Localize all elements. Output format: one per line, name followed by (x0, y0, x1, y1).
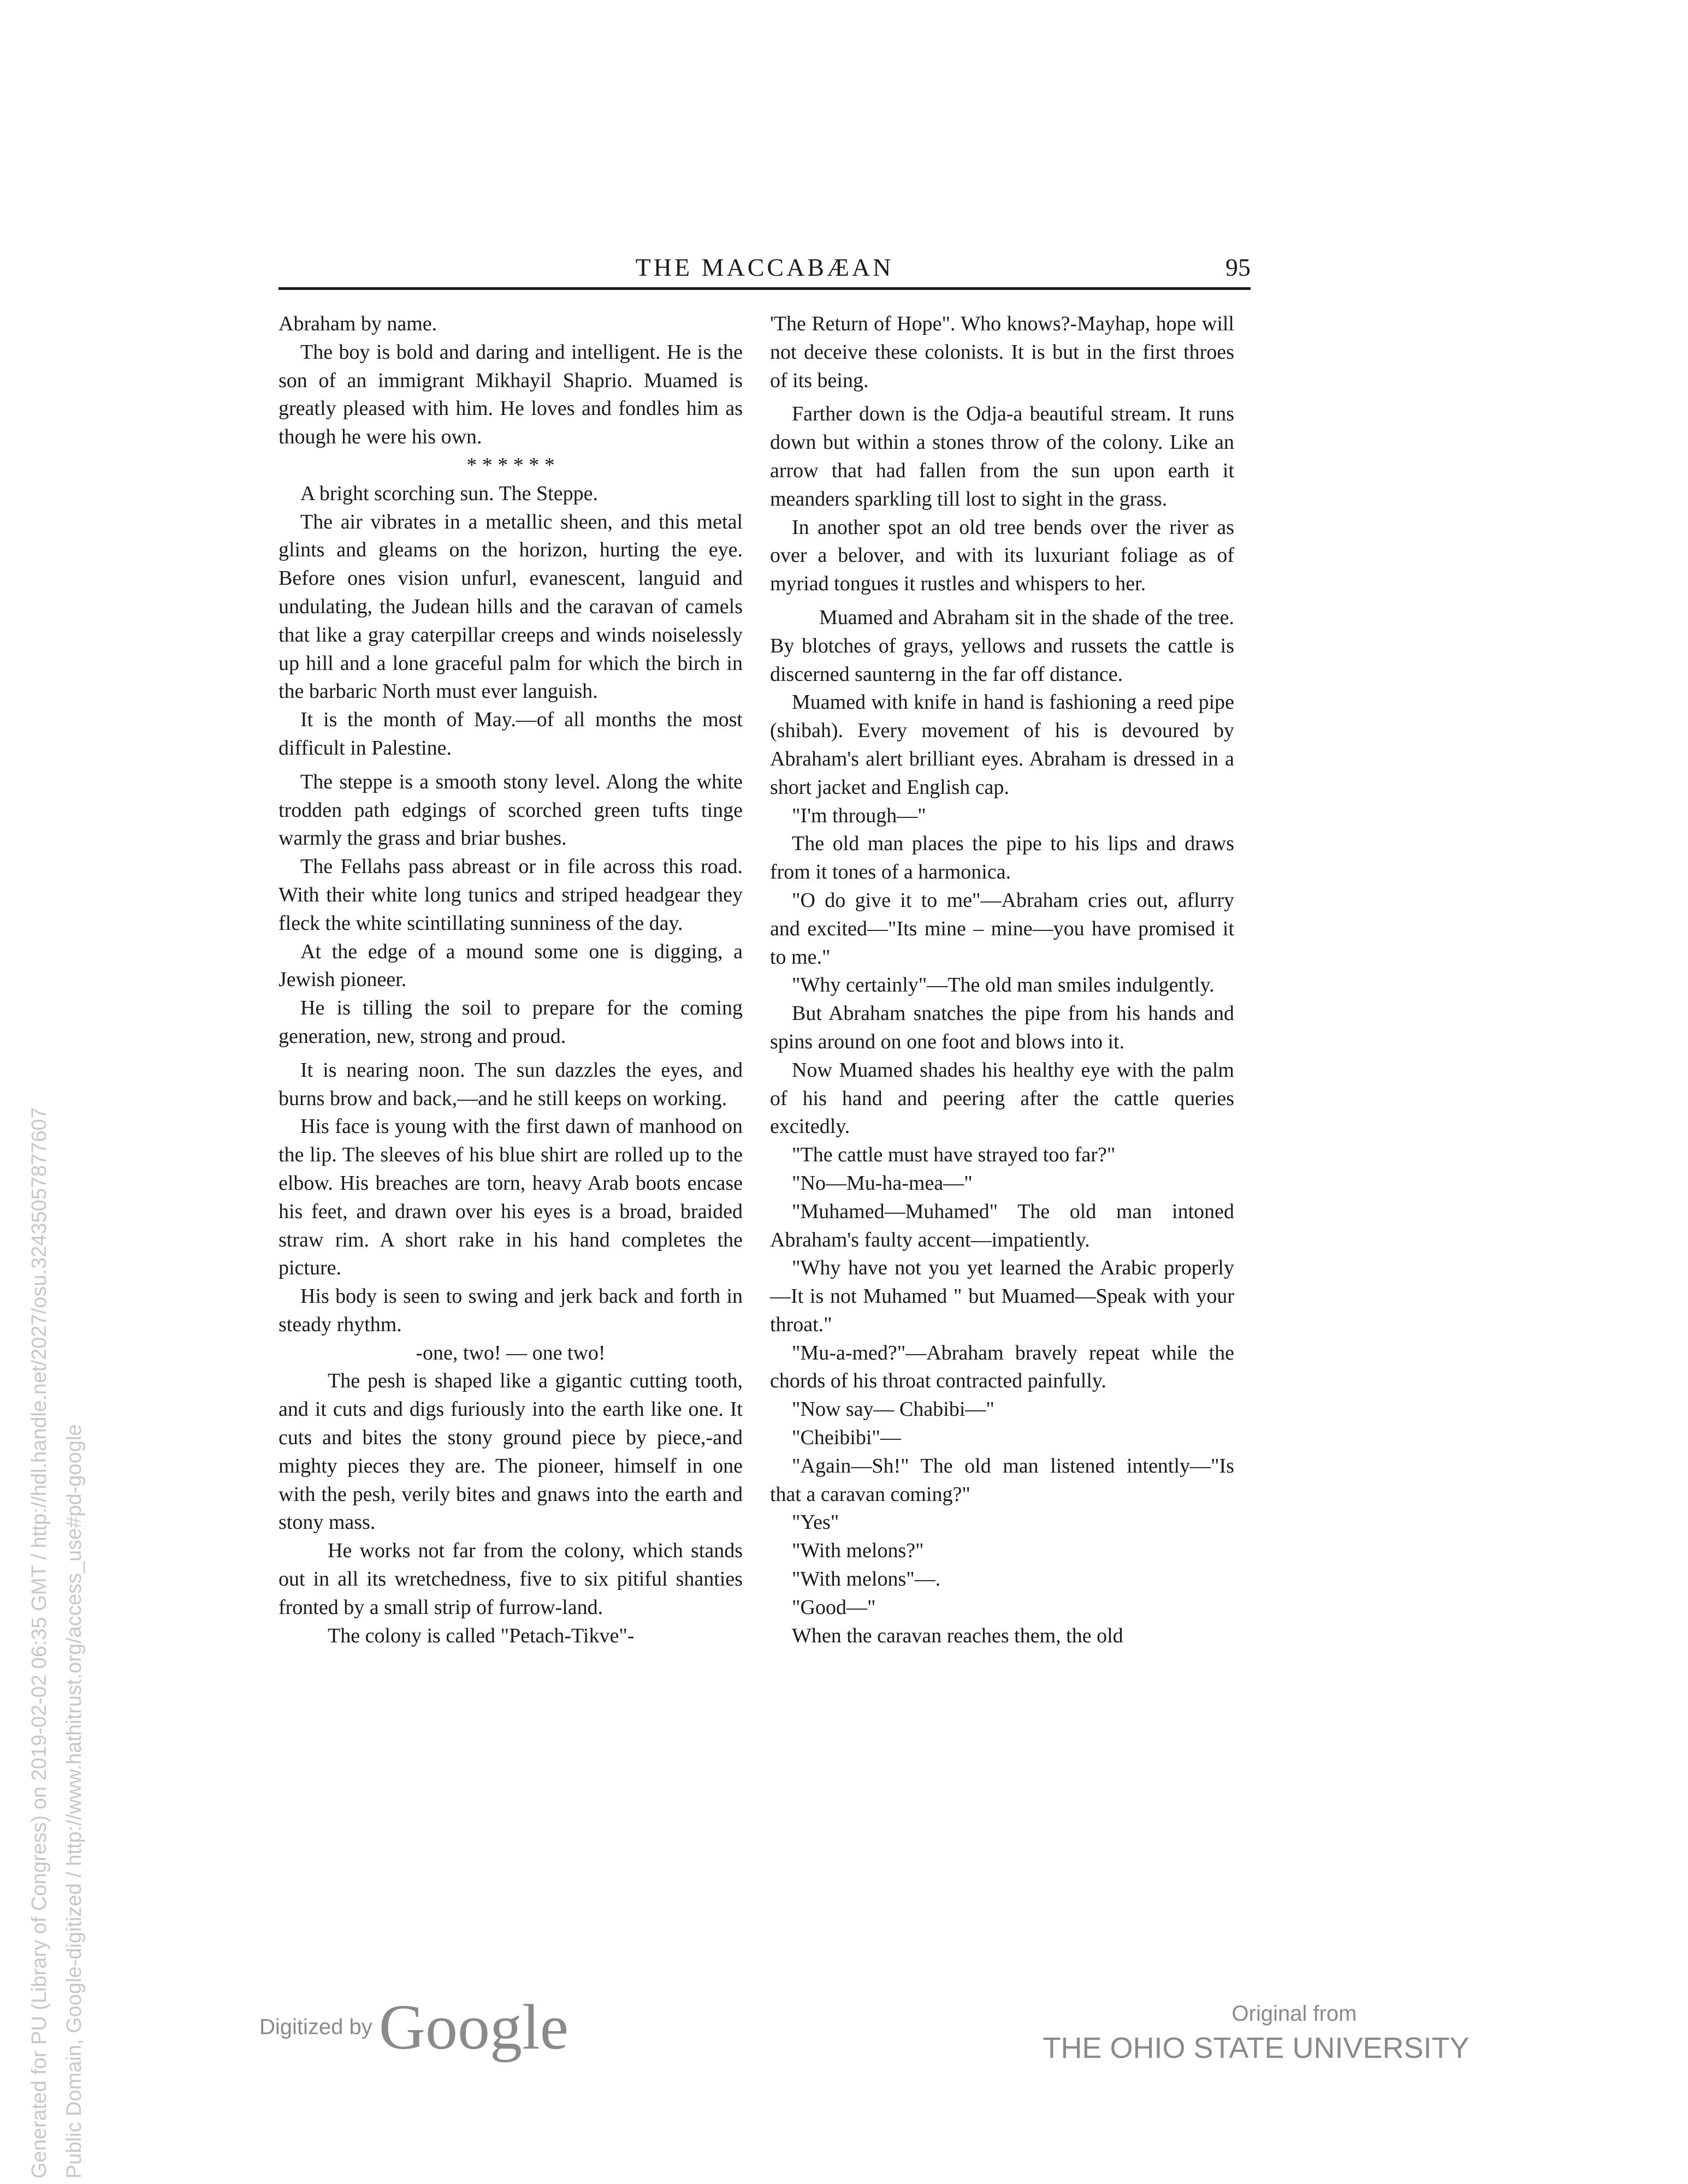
paragraph: "Mu-a-med?"—Abraham bravely repeat while the chords of his throat contracted painfully. (770, 1341, 1234, 1393)
paragraph: The old man places the pipe to his lips and draws from it tones of a harmonica. (770, 832, 1234, 884)
paragraph: At the edge of a mound some one is digging, a Jewish pioneer. (279, 940, 743, 992)
right-column (770, 310, 1234, 1650)
paragraph: His body is seen to swing and jerk back and forth in steady rhythm. (279, 1285, 743, 1336)
paragraph: "Cheibibi"— (792, 1426, 901, 1450)
left-column (279, 310, 743, 1650)
paragraph: The air vibrates in a metallic sheen, and this metal glints and gleams on the horizon, hurting the eye. Before ones vision unfurl, evanescent, languid and undulating, the Judean hills and the caravan of camels that like a gray caterpillar creeps and winds noiselessly up hill and a lone graceful palm for which the birch in the barbaric North must ever languish. (279, 510, 743, 703)
paragraph: He works not far from the colony, which stands out in all its wretchedness, five to six pitiful shanties fronted by a small strip of furrow-land. (279, 1539, 743, 1619)
google-logo: Google (378, 1991, 569, 2063)
paragraph: "With melons?" (792, 1539, 924, 1563)
paragraph: "Muhamed—Muhamed" The old man intoned Abraham's faulty accent—impatiently. (770, 1200, 1234, 1251)
paragraph: Abraham by name. (279, 312, 437, 335)
paragraph: His face is young with the first dawn of manhood on the lip. The sleeves of his blue shirt are rolled up to the elbow. His breaches are torn, heavy Arab boots encase his feet, and drawn over his eyes is a broad, braided straw rim. A short rake in his hand completes the picture. (279, 1115, 743, 1280)
paragraph: A bright scorching sun. The Steppe. (300, 482, 598, 505)
institution-name: THE OHIO STATE UNIVERSITY (1043, 2032, 1470, 2064)
running-title: THE MACCABÆAN (635, 253, 894, 281)
original-source (983, 1998, 1529, 2067)
paragraph: When the caravan reaches them, the old (792, 1624, 1123, 1647)
paragraph: The boy is bold and daring and intelligent. He is the son of an immigrant Mikhayil Shaprio. Muamed is greatly pleased with him. He loves and fondles him as though he were his own. (279, 340, 743, 449)
digitized-by-label: Digitized by (259, 2015, 372, 2039)
header-rule (279, 287, 1251, 290)
paragraph: "Again—Sh!" The old man listened intently—"Is that a caravan coming?" (770, 1454, 1234, 1506)
paragraph: * * * * * * (466, 453, 555, 477)
paragraph: The Fellahs pass abreast or in file across this road. With their white long tunics and striped headgear they fleck the white scintillating sunniness of the day. (279, 855, 743, 935)
paragraph: "With melons"—. (792, 1568, 941, 1591)
digitized-by-google (259, 1990, 568, 2067)
paragraph: "Yes" (792, 1511, 839, 1534)
paragraph: "The cattle must have strayed too far?" (792, 1143, 1116, 1167)
paragraph: Now Muamed shades his healthy eye with the palm of his hand and peering after the cattle queries excitedly. (770, 1058, 1234, 1138)
running-header (279, 248, 1251, 287)
paragraph: "Why certainly"—The old man smiles indulgently. (792, 974, 1215, 997)
paragraph: Muamed and Abraham sit in the shade of the tree. By blotches of grays, yellows and russets the cattle is discerned saunterng in the far off distance. (770, 606, 1234, 686)
paragraph: "I'm through—" (792, 804, 926, 827)
paragraph: It is nearing noon. The sun dazzles the eyes, and burns brow and back,—and he still keeps on working. (279, 1058, 743, 1110)
paragraph: It is the month of May.—of all months the most difficult in Palestine. (279, 708, 743, 759)
paragraph: The pesh is shaped like a gigantic cutting tooth, and it cuts and digs furiously into the earth like one. It cuts and bites the stony ground piece by piece,-and mighty pieces they are. The pioneer, himself in one with the pesh, verily bites and gnaws into the earth and stony mass. (279, 1369, 743, 1534)
hathitrust-watermark (22, 814, 92, 2179)
paragraph: "O do give it to me"—Abraham cries out, aflurry and excited—"Its mine – mine—you have promised it to me." (770, 888, 1234, 969)
paragraph: Farther down is the Odja-a beautiful stream. It runs down but within a stones throw of the colony. Like an arrow that had fallen from the sun upon earth it meanders sparkling till lost to sight in the grass. (770, 402, 1234, 511)
page-number: 95 (1225, 253, 1251, 281)
paragraph: "Now say— Chabibi—" (792, 1398, 994, 1421)
paragraph: "Good—" (792, 1595, 876, 1619)
paragraph: -one, two! — one two! (416, 1341, 606, 1364)
original-from-label: Original from (1231, 2002, 1357, 2026)
paragraph: "No—Mu-ha-mea—" (792, 1171, 973, 1195)
paragraph: He is tilling the soil to prepare for the coming generation, new, strong and proud. (279, 996, 743, 1048)
paragraph: "Why have not you yet learned the Arabic properly—It is not Muhamed " but Muamed—Speak with your throat." (770, 1256, 1234, 1336)
paragraph: But Abraham snatches the pipe from his hands and spins around on one foot and blows into it. (770, 1002, 1234, 1053)
paragraph: 'The Return of Hope". Who knows?-Mayhap, hope will not deceive these colonists. It is but in the first throes of its being. (770, 312, 1234, 392)
watermark-line-2: Public Domain, Google-digitized / http://www.hathitrust.org/access_use#pd-google (63, 1424, 86, 2179)
paragraph: Muamed with knife in hand is fashioning a reed pipe (shibah). Every movement of his is devoured by Abraham's alert brilliant eyes. Abraham is dressed in a short jacket and English cap. (770, 691, 1234, 799)
paragraph: The steppe is a smooth stony level. Along the white trodden path edgings of scorched green tufts tinge warmly the grass and briar bushes. (279, 770, 743, 850)
paragraph: The colony is called "Petach-Tikve"- (328, 1624, 635, 1647)
watermark-line-1: Generated for PU (Library of Congress) on 2019-02-02 06:35 GMT / http://hdl.handle.net/2027/osu.32435057877607 (28, 1107, 51, 2179)
paragraph: In another spot an old tree bends over the river as over a belover, and with its luxuriant foliage as of myriad tongues it rustles and whispers to her. (770, 515, 1234, 596)
